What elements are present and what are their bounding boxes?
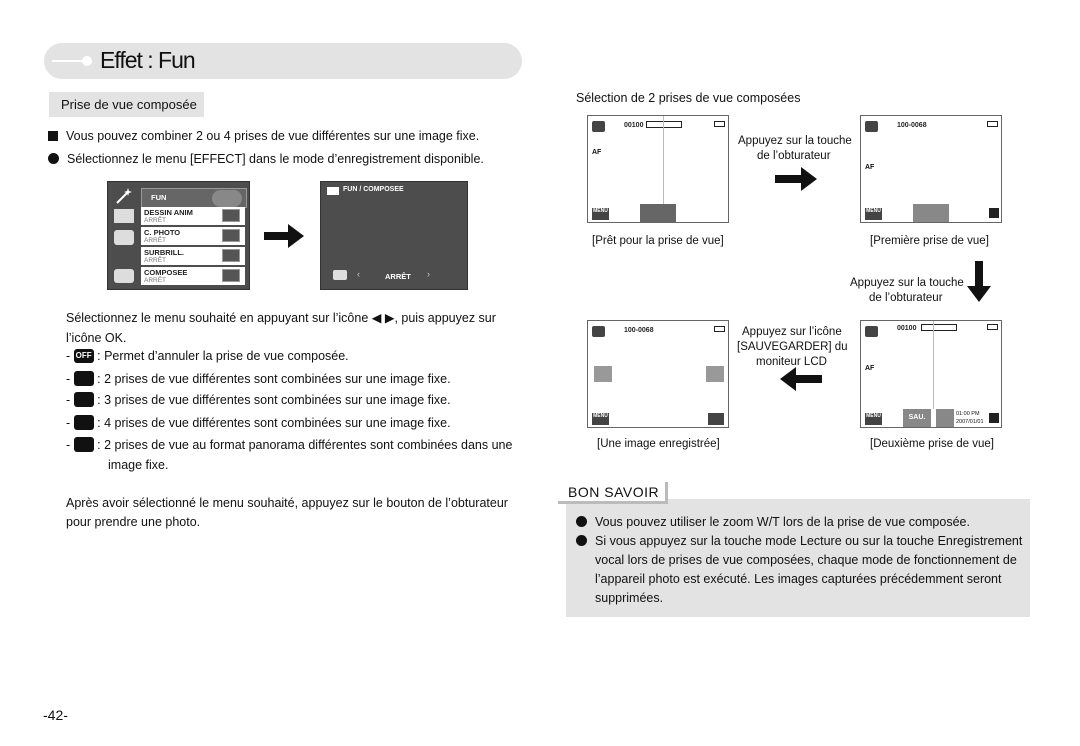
right-arrow-icon[interactable]: › [427,269,430,279]
divider [663,116,664,204]
lcd-first-shot: 100-0068 AF MENU [860,115,1002,223]
off-icon: OFF [74,349,94,363]
panorama-split-icon [74,437,94,452]
round-bullet-icon [576,535,587,546]
composite-tile [640,204,676,222]
left-arrow-icon[interactable]: ‹ [357,269,360,279]
camera-mode-icon [865,121,878,132]
menu-button[interactable]: MENU [592,413,609,425]
cartoon-icon [222,209,240,222]
trash-icon[interactable] [708,413,724,425]
save-instruction-a: Appuyez sur l’icône [742,326,842,338]
menu-item-c-photo[interactable]: C. PHOTO ARRÊT [141,227,245,245]
arrow-right-icon [288,224,304,248]
header-decoration-line [52,60,86,62]
arrow-right-icon [801,167,817,191]
battery-icon [714,326,725,332]
exposure-icon [989,413,999,423]
fun-title-bar: FUN [141,188,247,208]
highlight-icon [222,249,240,262]
battery-icon [714,121,725,127]
arrow-down-icon [967,286,991,302]
sau-button[interactable]: SAU. [903,409,931,427]
prev-image-button[interactable] [594,366,612,382]
caption-saved: [Une image enregistrée] [597,438,720,450]
page-title: Effet : Fun [100,47,195,73]
option-3: - : 3 prises de vue différentes sont combinées sur une image fixe. [66,393,451,407]
caption-second: [Deuxième prise de vue] [870,438,995,450]
option-panorama: - : 2 prises de vue au format panorama différentes sont combinées dans une [66,438,513,452]
next-image-button[interactable] [706,366,724,382]
shutter-instruction-2b: de l’obturateur [869,292,943,304]
composite-icon [222,269,240,282]
arrow-shaft [975,261,983,286]
caption-first: [Première prise de vue] [870,235,989,247]
menu-item-composee[interactable]: COMPOSEE ARRÊT [141,267,245,285]
tip-item-2-line-2: vocal lors de prises de vue composées, chaque mode de fonctionnement de [595,553,1017,567]
play-mode-icon [592,326,605,337]
lcd-ready: 00100 AF MENU [587,115,729,223]
lcd-saved: 100-0068 MENU [587,320,729,428]
shutter-instruction-1b: de l’obturateur [757,150,831,162]
film-strip-icon [114,209,134,223]
camera-face-icon [114,230,134,245]
tip-item-2-line-4: supprimées. [595,591,664,605]
camera-mode-icon [865,326,878,337]
split-divider [933,321,934,409]
menu-button[interactable]: MENU [592,208,609,220]
lcd-second-shot: 00100 AF MENU SAU. 01:00 PM 2007/01/01 [860,320,1002,428]
three-split-icon [74,392,94,407]
battery-icon [987,121,998,127]
save-instruction-b: [SAUVEGARDER] du [737,341,848,353]
composite-mini-icon [327,187,339,195]
fun-face-icon [212,190,242,207]
round-bullet-icon [576,516,587,527]
tip-item-2: Si vous appuyez sur la touche mode Lecture ou sur la touche Enregistrement [576,532,1022,551]
two-split-icon [74,371,94,386]
magic-wand-icon [114,187,134,205]
af-label: AF [865,164,875,171]
section-label: Prise de vue composée [49,92,204,117]
tip-item-2-line-3: l’appareil photo est exécuté. Les images capturées précédemment seront [595,572,1002,586]
photo-frame-icon [222,229,240,242]
arrow-shaft [775,175,801,183]
tips-tab: BON SAVOIR [558,482,668,504]
memory-bar [646,121,682,128]
header-decoration-dot [82,56,92,66]
intro-item-1: Vous pouvez combiner 2 ou 4 prises de vue différentes sur une image fixe. [48,126,479,146]
menu-item-surbrill[interactable]: SURBRILL. ARRÊT [141,247,245,265]
arrow-left-icon [780,367,796,391]
trash-button[interactable] [936,409,954,427]
datetime: 01:00 PM 2007/01/01 [956,411,984,425]
af-label: AF [592,149,602,156]
menu-item-dessin-anim[interactable]: DESSIN ANIM ARRÊT [141,207,245,225]
exposure-icon [989,208,999,218]
menu-button[interactable]: MENU [865,413,882,425]
instruction-line-2: l’icône OK. [66,331,127,345]
shutter-instruction-1a: Appuyez sur la touche [738,135,852,147]
option-panorama-cont: image fixe. [108,458,169,472]
intro-item-2: Sélectionnez le menu [EFFECT] dans le mode d’enregistrement disponible. [48,149,484,169]
shutter-instruction-2a: Appuyez sur la touche [850,277,964,289]
right-heading: Sélection de 2 prises de vue composées [576,91,801,105]
arrow-shaft [796,375,822,383]
option-2: - : 2 prises de vue différentes sont combinées sur une image fixe. [66,372,451,386]
trash-button[interactable] [913,204,949,222]
save-instruction-c: moniteur LCD [756,356,827,368]
back-icon[interactable] [114,269,134,283]
square-bullet-icon [48,131,58,141]
caption-ready: [Prêt pour la prise de vue] [592,235,724,247]
arrow-right-shaft [264,232,288,240]
menu-button[interactable]: MENU [865,208,882,220]
option-4: - : 4 prises de vue différentes sont combinées sur une image fixe. [66,416,451,430]
battery-icon [987,324,998,330]
camera-mode-icon [592,121,605,132]
composee-screen: FUN / COMPOSEE ‹ ARRÊT › [320,181,468,290]
back-icon[interactable] [333,270,347,280]
round-bullet-icon [48,153,59,164]
instruction-line-1: Sélectionnez le menu souhaité en appuyant sur l’icône ◀ ▶, puis appuyez sur [66,311,496,325]
after-line-2: pour prendre une photo. [66,515,201,529]
af-label: AF [865,365,875,372]
memory-bar [921,324,957,331]
tip-item-1: Vous pouvez utiliser le zoom W/T lors de la prise de vue composée. [576,513,970,532]
after-line-1: Après avoir sélectionné le menu souhaité, appuyez sur le bouton de l’obturateur [66,496,508,510]
four-split-icon [74,415,94,430]
option-off: - OFF : Permet d’annuler la prise de vue composée. [66,349,349,363]
page-number: -42- [43,707,68,723]
